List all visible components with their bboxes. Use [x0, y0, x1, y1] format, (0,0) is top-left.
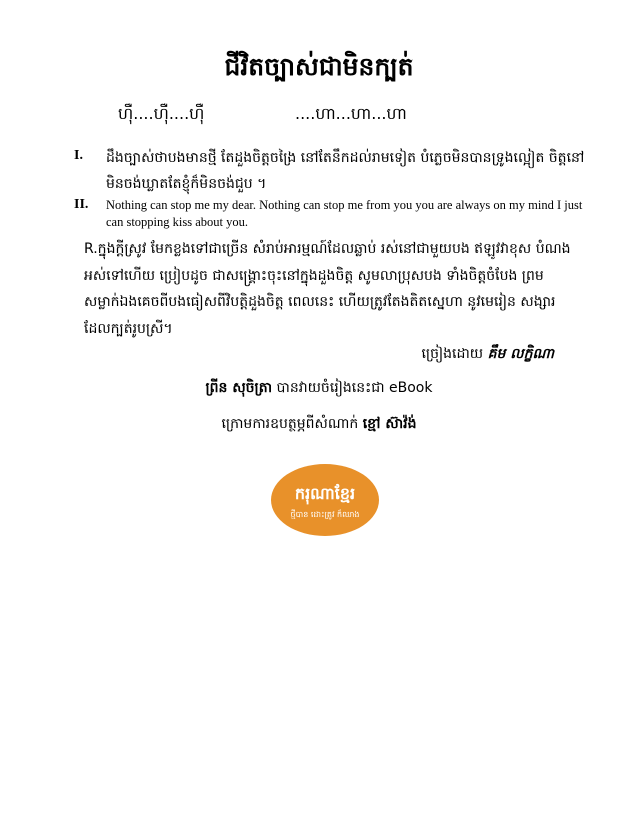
singer-label: ច្រៀងដោយ: [421, 346, 484, 362]
sponsor-text: ក្រោមការឧបត្ថម្ភពីសំណាក់: [221, 416, 359, 432]
sponsor-credit: [0, 414, 638, 435]
sponsor-name: ខ្មៅ ស៊ាវ៉ង់: [362, 416, 417, 432]
verse-1: [74, 145, 590, 197]
ebook-text: បានវាយចំរៀងនេះជា eBook: [276, 380, 433, 396]
chorus-left: ហ៊ឺ....ហ៊ឺ....ហ៊ឺ: [118, 104, 205, 123]
logo-main-text: ករុណាខ្មែរ: [294, 484, 356, 503]
singer-credit: [421, 344, 554, 365]
logo-sub-text: ថ្មីបាន ដោះត្រូវ ក៏ឈាង: [290, 510, 360, 519]
verse-2-number: II.: [74, 197, 89, 212]
refrain-paragraph: R.ក្នុងក្តីស្រូវ មែកខ្លងទៅជាច្រើន សំរាប់អារម្មណ៍ដែលឆ្លាប់ រស់នៅជាមួយបង ឥឡូវវាខុស បំណងអស់ទៅហើយ ប្រៀបដូច ជាសង្គ្រោះចុះនៅក្នុងដួងចិត្ត សូមលាប្រុសបង ទាំងចិត្តចំបែង ព្រមសម្លាក់ឯងគេចពីបងធៀសពីវិបត្តិដួងចិត្ត ពេលនេះ ហើយត្រូវតែងតិតស្នេហា នូវមេរៀន សង្សារ ដែលក្បត់រូបស្រី។: [84, 241, 571, 337]
karuna-khmer-logo: [270, 463, 380, 537]
singer-name: គឹម លក្ខិណា: [487, 346, 554, 362]
verse-2-text: Nothing can stop me my dear. Nothing can stop me from you you are always on my mind I just can stopping kiss about you.: [106, 198, 583, 229]
song-title: ជីវិតច្បាស់ជាមិនក្បត់: [224, 52, 414, 81]
ebook-credit: [0, 378, 638, 399]
verse-1-text: ដឹងច្បាស់ថាបងមានថ្មី តែដួងចិត្តចង្រៃ នៅតែនឹកដល់រាមទៀត បំភ្លេចមិនបានទ្រូងល្អៀត ចិត្តនៅ មិនចង់ឃ្លាតតែខ្ញុំក៏មិនចង់ជួប ។: [106, 150, 585, 192]
verse-2: [74, 197, 590, 231]
chorus-right: ....ហា...ហា...ហា: [295, 104, 407, 123]
verse-1-number: I.: [74, 148, 83, 163]
typist-name: ព្រីន សុចិត្រា: [205, 380, 273, 396]
